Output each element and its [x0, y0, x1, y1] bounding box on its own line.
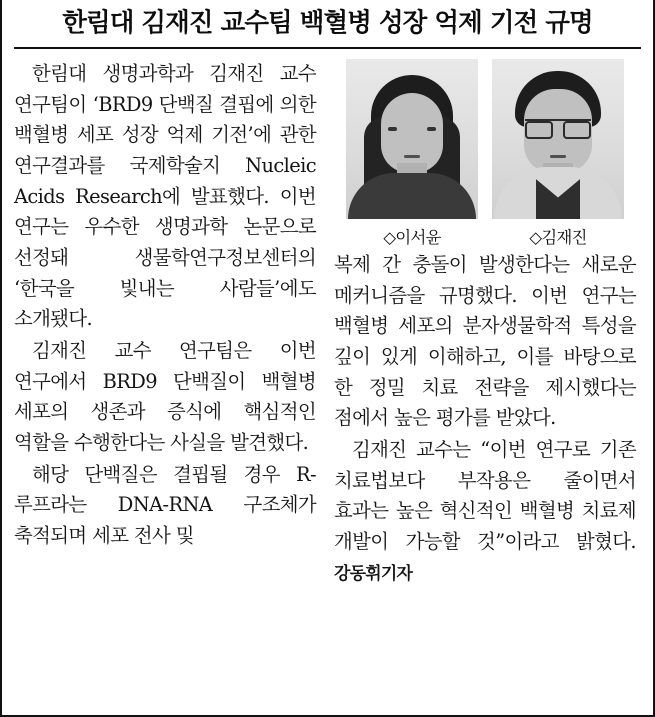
portrait-photo-kim-jaejin: [492, 59, 624, 219]
photo-block-1: [346, 59, 478, 248]
left-column: [14, 59, 316, 553]
headline-area: [14, 0, 641, 38]
photo-caption: ◇김재진: [529, 228, 587, 248]
paragraph-text: 김재진 교수는 “이번 연구로 기존 치료법보다 부작용은 줄이면서 효과는 높은 혁신적인 백혈병 치료제 개발이 가능할 것”이라고 밝혔다.: [334, 438, 636, 553]
paragraph: 해당 단백질은 결핍될 경우 R-루프라는 DNA-RNA 구조체가 축적되며 세포 전사 및: [14, 462, 316, 547]
article-headline: 한림대 김재진 교수팀 백혈병 성장 억제 기전 규명: [62, 8, 593, 38]
paragraph: 한림대 생명과학과 김재진 교수 연구팀이 ‘BRD9 단백질 결핍에 의한 백혈병 세포 성장 억제 기전’에 관한 연구결과를 국제학술지 Nucleic Acids Research에 발표했다. 이번 연구는 우수한 생명과학 논문으로 선정돼 생물학연구정보센터의 ‘한국을 빛내는 사람들’에도 소개됐다.: [14, 62, 316, 331]
photo-caption: ◇이서윤: [383, 228, 441, 248]
article-columns: [14, 59, 641, 589]
paragraph: [334, 435, 636, 588]
photo-row: [334, 59, 636, 248]
paragraph: 복제 간 충돌이 발생한다는 새로운 메커니즘을 규명했다. 이번 연구는 백혈병 세포의 분자생물학적 특성을 깊이 있게 이해하고, 이를 바탕으로 한 정밀 치료 전략을 제시했다는 점에서 높은 평가를 받았다.: [334, 253, 636, 430]
page-border-left: [0, 0, 2, 717]
article-byline: 강동휘기자: [334, 563, 413, 584]
photo-block-2: [492, 59, 624, 248]
right-column: [334, 59, 636, 589]
headline-divider: [14, 47, 641, 49]
paragraph: 김재진 교수 연구팀은 이번 연구에서 BRD9 단백질이 백혈병 세포의 생존과 증식에 핵심적인 역할을 수행한다는 사실을 발견했다.: [14, 338, 316, 454]
portrait-photo-lee-seoyoon: [346, 59, 478, 219]
